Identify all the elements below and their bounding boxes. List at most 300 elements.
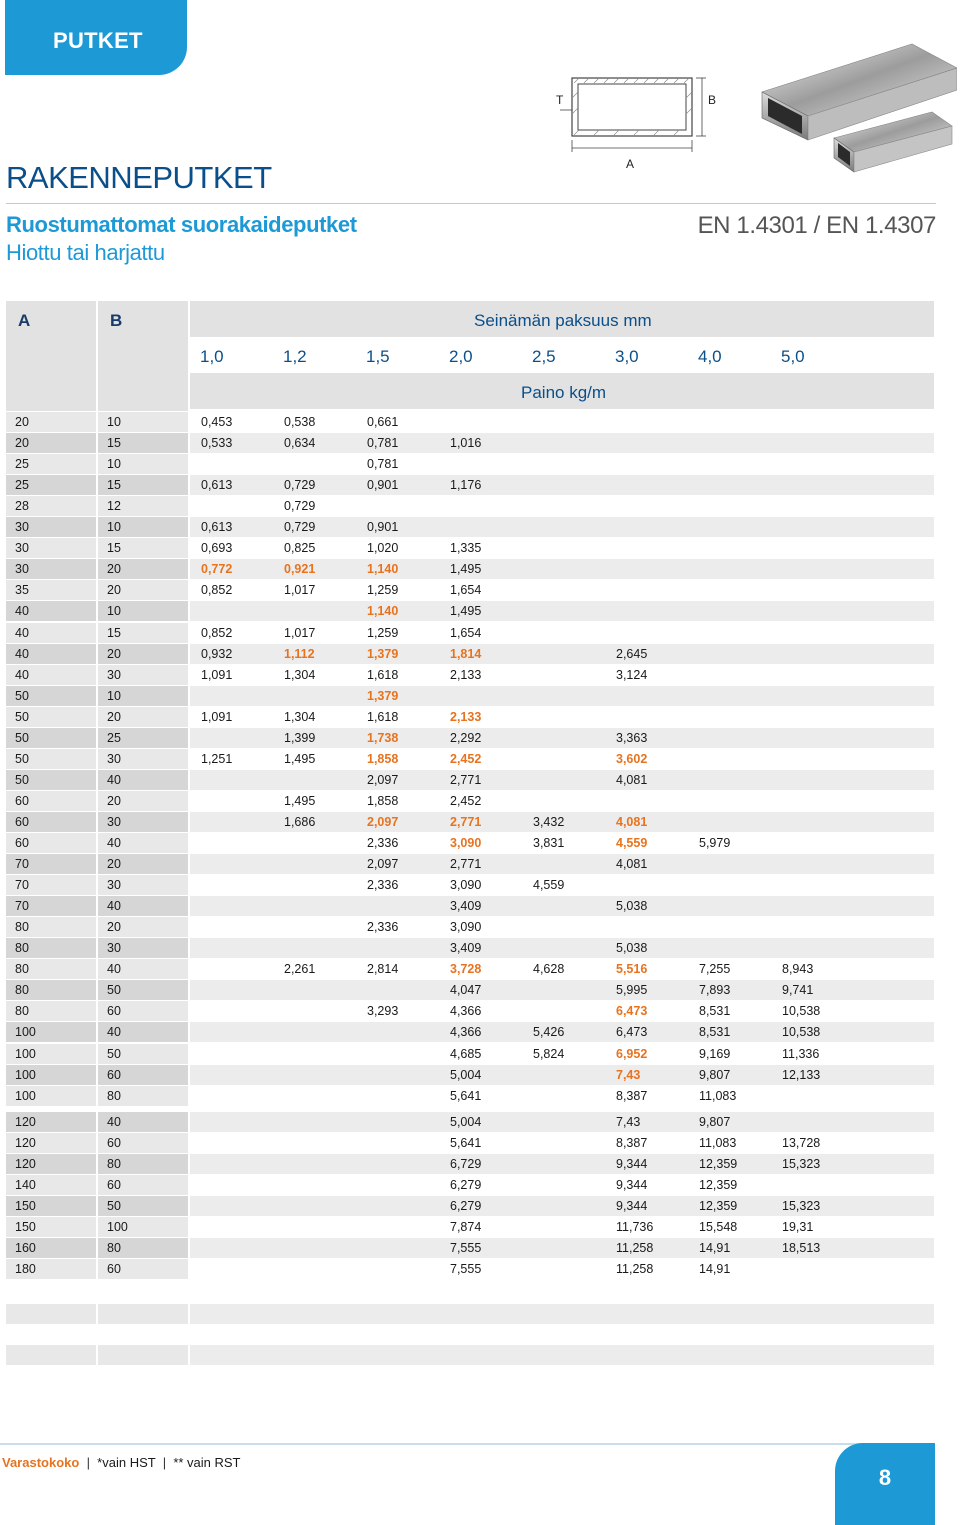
table-row [6, 728, 934, 748]
cell-weight: 0,781 [367, 457, 399, 471]
cell-b: 30 [107, 878, 121, 892]
cell-weight: 0,901 [367, 520, 399, 534]
cell-weight: 5,004 [450, 1068, 482, 1082]
cell-weight: 4,628 [533, 962, 565, 976]
cell-weight: 1,251 [201, 752, 233, 766]
cell-weight: 3,831 [533, 836, 565, 850]
cell-a: 30 [15, 541, 29, 555]
cell-weight: 2,645 [616, 647, 648, 661]
cell-a: 20 [15, 415, 29, 429]
cell-weight: 4,366 [450, 1004, 482, 1018]
cell-weight: 14,91 [699, 1241, 731, 1255]
cell-weight: 3,409 [450, 941, 482, 955]
cell-weight: 1,335 [450, 541, 482, 555]
cell-weight: 10,538 [782, 1025, 821, 1039]
cell-weight: 5,426 [533, 1025, 565, 1039]
table-row [6, 980, 934, 1000]
cell-a: 25 [15, 478, 29, 492]
cell-weight: 11,083 [699, 1136, 737, 1150]
cell-weight: 0,825 [284, 541, 316, 555]
cell-a: 30 [15, 562, 29, 576]
header-thickness-title: Seinämän paksuus mm [474, 311, 652, 330]
cell-b: 10 [107, 415, 121, 429]
cell-weight: 2,336 [367, 920, 399, 934]
legend-rst: ** vain RST [173, 1455, 241, 1470]
cell-weight: 0,533 [201, 436, 233, 450]
cell-weight: 2,814 [367, 962, 399, 976]
cell-weight: 1,738 [367, 731, 399, 745]
cell-weight: 0,852 [201, 626, 233, 640]
cell-a: 120 [15, 1136, 36, 1150]
cell-b: 50 [107, 1199, 121, 1213]
cell-weight: 11,336 [782, 1047, 820, 1061]
cell-a: 60 [15, 815, 29, 829]
cell-weight: 1,017 [284, 583, 316, 597]
cell-a: 150 [15, 1199, 36, 1213]
cell-weight: 1,176 [450, 478, 482, 492]
cell-weight: 8,531 [699, 1025, 731, 1039]
empty-row-2 [6, 1345, 934, 1365]
cell-weight: 7,893 [699, 983, 731, 997]
table-row [6, 1065, 934, 1085]
thickness-header: 4,0 [698, 347, 722, 366]
cell-weight: 1,091 [201, 710, 233, 724]
table-row [6, 1238, 934, 1258]
cell-a: 150 [15, 1220, 36, 1234]
cell-a: 40 [15, 604, 29, 618]
cell-weight: 2,771 [450, 815, 482, 829]
thickness-header: 2,5 [532, 347, 556, 366]
cell-a: 140 [15, 1178, 36, 1192]
cell-b: 15 [107, 541, 121, 555]
cell-b: 60 [107, 1068, 121, 1082]
cell-b: 100 [107, 1220, 128, 1234]
cell-weight: 2,771 [450, 857, 482, 871]
cell-weight: 6,729 [450, 1157, 482, 1171]
cell-weight: 4,685 [450, 1047, 482, 1061]
cell-b: 40 [107, 899, 121, 913]
table-row [6, 896, 934, 916]
cell-b: 15 [107, 436, 121, 450]
cell-b: 20 [107, 562, 121, 576]
cell-weight: 2,292 [450, 731, 482, 745]
cell-weight: 15,323 [782, 1199, 821, 1213]
cell-b: 40 [107, 962, 121, 976]
cell-b: 80 [107, 1089, 121, 1103]
cell-weight: 9,344 [616, 1178, 648, 1192]
cell-a: 80 [15, 962, 29, 976]
cell-weight: 4,081 [616, 815, 648, 829]
table-row [6, 559, 934, 579]
footer-divider [0, 1443, 935, 1445]
cell-b: 60 [107, 1004, 121, 1018]
cell-weight: 4,559 [533, 878, 565, 892]
cell-weight: 12,133 [782, 1068, 821, 1082]
legend: Varastokoko | *vain HST | ** vain RST [2, 1455, 241, 1470]
cell-weight: 3,363 [616, 731, 648, 745]
table-row [6, 665, 934, 685]
table-row [6, 686, 934, 706]
cell-weight: 1,304 [284, 710, 316, 724]
thickness-header: 1,2 [283, 347, 307, 366]
cell-weight: 12,359 [699, 1178, 738, 1192]
cell-b: 20 [107, 857, 121, 871]
table-row [6, 1196, 934, 1216]
cell-b: 30 [107, 752, 121, 766]
table-row [6, 707, 934, 727]
cell-weight: 9,169 [699, 1047, 731, 1061]
table-row [6, 770, 934, 790]
cell-weight: 5,995 [616, 983, 648, 997]
cell-weight: 2,452 [450, 794, 482, 808]
cell-b: 60 [107, 1136, 121, 1150]
cell-a: 80 [15, 1004, 29, 1018]
cell-b: 30 [107, 941, 121, 955]
cell-weight: 0,453 [201, 415, 233, 429]
cell-weight: 2,133 [450, 668, 482, 682]
cell-weight: 1,017 [284, 626, 316, 640]
cell-a: 100 [15, 1089, 36, 1103]
cell-a: 70 [15, 899, 29, 913]
table-row [6, 791, 934, 811]
cell-weight: 1,304 [284, 668, 316, 682]
cell-weight: 0,661 [367, 415, 399, 429]
cell-b: 50 [107, 983, 121, 997]
cell-b: 60 [107, 1178, 121, 1192]
cell-weight: 8,387 [616, 1136, 648, 1150]
cell-weight: 1,654 [450, 626, 482, 640]
cell-weight: 1,618 [367, 668, 399, 682]
cell-weight: 1,020 [367, 541, 399, 555]
finish-subtitle: Hiottu tai harjattu [6, 240, 165, 265]
cell-weight: 3,409 [450, 899, 482, 913]
cell-weight: 11,083 [699, 1089, 737, 1103]
cell-a: 180 [15, 1262, 36, 1276]
cell-weight: 1,112 [284, 647, 315, 661]
label-t: T [556, 93, 564, 107]
tube-product-image [752, 40, 957, 175]
cell-a: 40 [15, 668, 29, 682]
cell-weight: 8,531 [699, 1004, 731, 1018]
cell-a: 60 [15, 836, 29, 850]
cell-b: 40 [107, 836, 121, 850]
cell-a: 70 [15, 878, 29, 892]
table-row [6, 496, 934, 516]
cell-weight: 4,081 [616, 773, 648, 787]
cell-weight: 6,279 [450, 1199, 482, 1213]
cell-weight: 9,807 [699, 1068, 731, 1082]
cell-weight: 2,336 [367, 878, 399, 892]
cell-a: 50 [15, 731, 29, 745]
cell-b: 20 [107, 794, 121, 808]
cell-b: 40 [107, 1115, 121, 1129]
cell-weight: 15,548 [699, 1220, 738, 1234]
cell-weight: 0,781 [367, 436, 399, 450]
header-col-b: B [110, 311, 123, 330]
cell-b: 25 [107, 731, 121, 745]
table-row [6, 1001, 934, 1021]
cell-weight: 1,654 [450, 583, 482, 597]
cell-a: 120 [15, 1115, 36, 1129]
cell-weight: 9,344 [616, 1199, 648, 1213]
cell-weight: 0,729 [284, 520, 316, 534]
cell-weight: 8,387 [616, 1089, 648, 1103]
cell-b: 10 [107, 604, 121, 618]
cross-section-diagram [556, 76, 726, 176]
cell-weight: 3,090 [450, 920, 482, 934]
table-row [6, 1217, 934, 1237]
cell-weight: 1,495 [284, 794, 316, 808]
table-row [6, 833, 934, 853]
table-row [6, 812, 934, 832]
cell-a: 28 [15, 499, 29, 513]
cell-weight: 1,858 [367, 752, 399, 766]
cell-b: 20 [107, 647, 121, 661]
cell-weight: 0,729 [284, 499, 316, 513]
cell-weight: 3,124 [616, 668, 648, 682]
cell-weight: 4,559 [616, 836, 648, 850]
cell-weight: 6,279 [450, 1178, 482, 1192]
page-number: 8 [835, 1443, 935, 1525]
cell-b: 15 [107, 626, 121, 640]
label-a: A [626, 157, 635, 171]
cell-weight: 5,004 [450, 1115, 482, 1129]
cell-a: 100 [15, 1047, 36, 1061]
table-row [6, 875, 934, 895]
table-row [6, 1175, 934, 1195]
cell-weight: 1,495 [450, 604, 482, 618]
cell-weight: 2,452 [450, 752, 482, 766]
empty-row-1 [6, 1304, 934, 1324]
cell-weight: 2,097 [367, 815, 399, 829]
cell-b: 20 [107, 710, 121, 724]
thickness-header: 3,0 [615, 347, 639, 366]
cell-a: 20 [15, 436, 29, 450]
cell-b: 10 [107, 520, 121, 534]
cell-weight: 7,555 [450, 1262, 482, 1276]
cell-weight: 19,31 [782, 1220, 814, 1234]
cell-weight: 7,43 [616, 1068, 641, 1082]
cell-a: 80 [15, 920, 29, 934]
cell-weight: 1,495 [284, 752, 316, 766]
cell-a: 50 [15, 710, 29, 724]
cell-weight: 3,090 [450, 836, 482, 850]
cell-weight: 0,693 [201, 541, 233, 555]
cell-weight: 0,772 [201, 562, 233, 576]
cell-a: 80 [15, 941, 29, 955]
table-row [6, 412, 934, 432]
cell-weight: 6,473 [616, 1004, 648, 1018]
cell-a: 50 [15, 689, 29, 703]
header-unit: Paino kg/m [521, 383, 607, 402]
table-row [6, 917, 934, 937]
cell-weight: 10,538 [782, 1004, 821, 1018]
cell-weight: 7,555 [450, 1241, 482, 1255]
cell-weight: 1,016 [450, 436, 482, 450]
cell-weight: 5,641 [450, 1136, 482, 1150]
legend-hst: *vain HST [97, 1455, 156, 1470]
cell-weight: 5,038 [616, 941, 648, 955]
cell-weight: 0,901 [367, 478, 399, 492]
cell-weight: 2,771 [450, 773, 482, 787]
cell-b: 30 [107, 668, 121, 682]
cell-b: 30 [107, 815, 121, 829]
table-row [6, 601, 934, 621]
cell-weight: 1,686 [284, 815, 316, 829]
cell-weight: 2,133 [450, 710, 482, 724]
cell-a: 100 [15, 1025, 36, 1039]
cell-a: 120 [15, 1157, 36, 1171]
table-row [6, 1259, 934, 1279]
cell-weight: 4,047 [450, 983, 482, 997]
cell-a: 70 [15, 857, 29, 871]
cell-weight: 1,259 [367, 583, 399, 597]
cell-weight: 3,090 [450, 878, 482, 892]
cell-weight: 1,259 [367, 626, 399, 640]
cell-a: 50 [15, 773, 29, 787]
table-row [6, 1022, 934, 1042]
cell-a: 25 [15, 457, 29, 471]
cell-weight: 7,43 [616, 1115, 641, 1129]
cell-b: 80 [107, 1157, 121, 1171]
table-row [6, 1133, 934, 1153]
cell-weight: 0,634 [284, 436, 316, 450]
thickness-header: 5,0 [781, 347, 805, 366]
cell-weight: 0,613 [201, 520, 233, 534]
cell-b: 10 [107, 689, 121, 703]
cell-weight: 7,874 [450, 1220, 482, 1234]
cell-weight: 0,852 [201, 583, 233, 597]
cell-weight: 1,495 [450, 562, 482, 576]
cell-weight: 6,473 [616, 1025, 648, 1039]
table-row [6, 454, 934, 474]
cell-weight: 11,258 [616, 1262, 654, 1276]
table-row [6, 959, 934, 979]
cell-weight: 1,091 [201, 668, 233, 682]
table-row [6, 623, 934, 643]
cell-weight: 5,641 [450, 1089, 482, 1103]
cell-a: 30 [15, 520, 29, 534]
cell-b: 20 [107, 583, 121, 597]
cell-weight: 5,824 [533, 1047, 565, 1061]
thickness-header: 1,0 [200, 347, 224, 366]
cell-weight: 1,814 [450, 647, 482, 661]
cell-weight: 0,613 [201, 478, 233, 492]
cell-weight: 5,516 [616, 962, 648, 976]
cell-weight: 9,344 [616, 1157, 648, 1171]
cell-a: 60 [15, 794, 29, 808]
cell-b: 40 [107, 1025, 121, 1039]
cell-a: 100 [15, 1068, 36, 1082]
table-row [6, 580, 934, 600]
table-row [6, 538, 934, 558]
table-row [6, 1112, 934, 1132]
cell-weight: 1,858 [367, 794, 399, 808]
cell-weight: 2,261 [284, 962, 316, 976]
cell-weight: 1,379 [367, 689, 399, 703]
cell-a: 40 [15, 626, 29, 640]
cell-weight: 14,91 [699, 1262, 731, 1276]
title-divider [6, 203, 936, 204]
cell-weight: 4,081 [616, 857, 648, 871]
legend-stock-size: Varastokoko [2, 1455, 80, 1470]
thickness-header: 1,5 [366, 347, 390, 366]
cell-b: 20 [107, 920, 121, 934]
cell-b: 10 [107, 457, 121, 471]
cell-a: 35 [15, 583, 29, 597]
thickness-header: 2,0 [449, 347, 473, 366]
cell-weight: 15,323 [782, 1157, 821, 1171]
cell-weight: 0,932 [201, 647, 233, 661]
cell-weight: 3,728 [450, 962, 482, 976]
material-standard: EN 1.4301 / EN 1.4307 [697, 212, 936, 239]
cell-a: 50 [15, 752, 29, 766]
cell-b: 80 [107, 1241, 121, 1255]
cell-weight: 1,379 [367, 647, 399, 661]
cell-weight: 0,921 [284, 562, 316, 576]
cell-weight: 4,366 [450, 1025, 482, 1039]
table-row [6, 475, 934, 495]
table-row [6, 517, 934, 537]
cell-a: 80 [15, 983, 29, 997]
cell-a: 40 [15, 647, 29, 661]
cell-weight: 11,736 [616, 1220, 654, 1234]
cell-weight: 0,538 [284, 415, 316, 429]
cell-weight: 5,038 [616, 899, 648, 913]
cell-weight: 2,097 [367, 857, 399, 871]
cell-weight: 6,952 [616, 1047, 648, 1061]
table-row [6, 938, 934, 958]
cell-weight: 13,728 [782, 1136, 821, 1150]
label-b: B [708, 93, 717, 107]
page-title: RAKENNEPUTKET [6, 160, 272, 195]
cell-b: 60 [107, 1262, 121, 1276]
cell-weight: 1,618 [367, 710, 399, 724]
section-tab: PUTKET [5, 0, 187, 75]
table-row [6, 854, 934, 874]
cell-weight: 1,140 [367, 604, 399, 618]
table-row [6, 1154, 934, 1174]
cell-weight: 2,097 [367, 773, 399, 787]
cell-weight: 5,979 [699, 836, 731, 850]
cell-weight: 2,336 [367, 836, 399, 850]
product-subtitle: Ruostumattomat suorakaideputket [6, 212, 357, 237]
cell-weight: 8,943 [782, 962, 814, 976]
cell-a: 160 [15, 1241, 36, 1255]
cell-weight: 0,729 [284, 478, 316, 492]
cell-weight: 1,140 [367, 562, 399, 576]
cell-b: 12 [107, 499, 121, 513]
cell-weight: 3,293 [367, 1004, 399, 1018]
cell-b: 40 [107, 773, 121, 787]
table-row [6, 749, 934, 769]
cell-weight: 7,255 [699, 962, 731, 976]
cell-weight: 1,399 [284, 731, 316, 745]
cell-b: 50 [107, 1047, 121, 1061]
cell-weight: 9,741 [782, 983, 814, 997]
cell-b: 15 [107, 478, 121, 492]
header-col-a: A [18, 311, 31, 330]
table-row [6, 1086, 934, 1106]
table-row [6, 644, 934, 664]
cell-weight: 12,359 [699, 1199, 738, 1213]
table-row [6, 433, 934, 453]
cell-weight: 3,602 [616, 752, 648, 766]
cell-weight: 9,807 [699, 1115, 731, 1129]
cell-weight: 3,432 [533, 815, 565, 829]
cell-weight: 18,513 [782, 1241, 821, 1255]
cell-weight: 11,258 [616, 1241, 654, 1255]
